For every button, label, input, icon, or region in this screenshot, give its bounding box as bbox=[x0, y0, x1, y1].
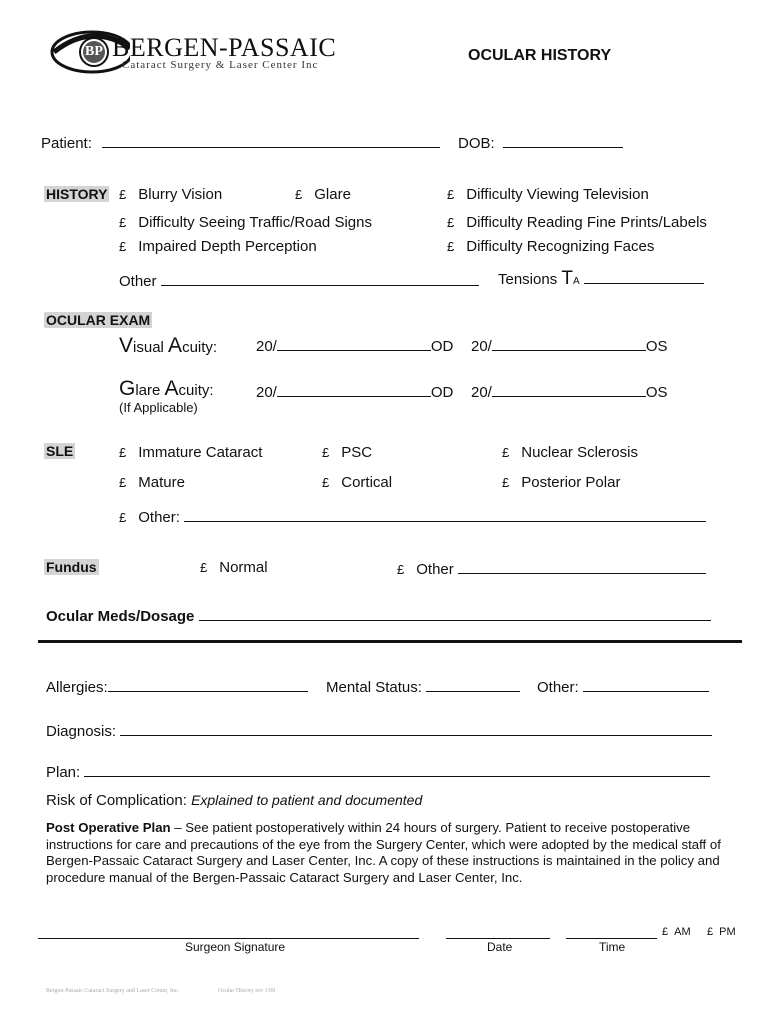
post-op-label: Post Operative Plan bbox=[46, 820, 171, 835]
sle-item-mature[interactable]: £ Mature bbox=[119, 474, 185, 491]
mental-status-label: Mental Status: bbox=[326, 679, 422, 696]
sle-item-other[interactable]: £ Other: bbox=[119, 507, 706, 526]
checkbox-icon[interactable]: £ bbox=[119, 510, 127, 525]
visual-os-label: OS bbox=[645, 338, 668, 355]
visual-acuity-label: Visual Acuity: bbox=[119, 334, 218, 357]
glare-os-field[interactable] bbox=[492, 382, 646, 397]
form-title: OCULAR HISTORY bbox=[468, 47, 612, 64]
dob-label: DOB: bbox=[458, 135, 495, 152]
history-item-glare[interactable]: £ Glare bbox=[295, 186, 351, 203]
time-label: Time bbox=[599, 940, 626, 954]
history-item-television[interactable]: £ Difficulty Viewing Television bbox=[447, 186, 649, 203]
checkbox-icon[interactable]: £ bbox=[119, 187, 127, 202]
lower-other-label: Other: bbox=[537, 679, 579, 696]
checkbox-icon[interactable]: £ bbox=[447, 215, 455, 230]
surgeon-signature-label: Surgeon Signature bbox=[185, 940, 286, 954]
logo-monogram: BP bbox=[85, 44, 103, 59]
checkbox-icon[interactable]: £ bbox=[502, 475, 510, 490]
checkbox-icon[interactable]: £ bbox=[447, 187, 455, 202]
sle-item-cortical[interactable]: £ Cortical bbox=[322, 474, 393, 491]
checkbox-icon[interactable]: £ bbox=[707, 926, 714, 938]
ocular-meds-label: Ocular Meds/Dosage bbox=[46, 608, 195, 625]
checkbox-icon[interactable]: £ bbox=[119, 445, 127, 460]
sle-item-immature-cataract[interactable]: £ Immature Cataract bbox=[119, 444, 263, 461]
visual-od-label: OD bbox=[430, 338, 454, 355]
ocular-meds-field[interactable] bbox=[199, 606, 711, 621]
mental-status-field[interactable] bbox=[426, 677, 520, 692]
am-option[interactable]: £ AM bbox=[662, 926, 691, 938]
post-op-plan bbox=[46, 820, 738, 886]
pm-option[interactable]: £ PM bbox=[707, 926, 736, 938]
allergies-field[interactable] bbox=[108, 677, 308, 692]
history-item-depth-perception[interactable]: £ Impaired Depth Perception bbox=[119, 238, 317, 255]
history-item-traffic-signs[interactable]: £ Difficulty Seeing Traffic/Road Signs bbox=[119, 214, 372, 231]
diagnosis-label: Diagnosis: bbox=[46, 723, 117, 740]
sle-item-nuclear-sclerosis[interactable]: £ Nuclear Sclerosis bbox=[502, 444, 638, 461]
sle-item-psc[interactable]: £ PSC bbox=[322, 444, 373, 461]
sle-heading: SLE bbox=[46, 443, 74, 459]
tensions-sub: A bbox=[572, 276, 580, 287]
patient-label: Patient: bbox=[41, 135, 92, 152]
footer-right: Ocular History rev 1/08 bbox=[218, 988, 276, 994]
tensions-t: T bbox=[561, 268, 573, 289]
history-item-faces[interactable]: £ Difficulty Recognizing Faces bbox=[447, 238, 655, 255]
history-other-field[interactable] bbox=[161, 271, 479, 286]
visual-os-prefix: 20/ bbox=[471, 338, 492, 355]
time-line[interactable] bbox=[566, 938, 657, 939]
logo bbox=[50, 28, 337, 78]
date-label: Date bbox=[487, 940, 513, 954]
patient-field[interactable] bbox=[102, 133, 440, 148]
risk-value: Explained to patient and documented bbox=[191, 792, 423, 808]
visual-od-prefix: 20/ bbox=[256, 338, 277, 355]
glare-os-prefix: 20/ bbox=[471, 384, 492, 401]
tensions-label: Tensions bbox=[498, 271, 558, 288]
checkbox-icon[interactable]: £ bbox=[322, 475, 330, 490]
surgeon-signature-line[interactable] bbox=[38, 938, 419, 939]
logo-name: BERGEN-PASSAIC bbox=[112, 33, 337, 62]
fundus-item-normal[interactable]: £ Normal bbox=[200, 559, 268, 576]
section-divider bbox=[38, 640, 742, 643]
lower-other-field[interactable] bbox=[583, 677, 709, 692]
checkbox-icon[interactable]: £ bbox=[662, 926, 669, 938]
glare-od-prefix: 20/ bbox=[256, 384, 277, 401]
checkbox-icon[interactable]: £ bbox=[119, 475, 127, 490]
history-other-label: Other bbox=[119, 273, 157, 290]
history-heading: HISTORY bbox=[46, 186, 108, 202]
checkbox-icon[interactable]: £ bbox=[200, 560, 208, 575]
plan-field[interactable] bbox=[84, 762, 710, 777]
glare-od-field[interactable] bbox=[277, 382, 431, 397]
visual-od-field[interactable] bbox=[277, 336, 431, 351]
glare-acuity-label: Glare Acuity: bbox=[119, 377, 214, 400]
logo-subtitle: Cataract Surgery & Laser Center Inc bbox=[122, 59, 319, 71]
history-item-fine-prints[interactable]: £ Difficulty Reading Fine Prints/Labels bbox=[447, 214, 707, 231]
plan-label: Plan: bbox=[46, 764, 81, 781]
checkbox-icon[interactable]: £ bbox=[397, 562, 405, 577]
sle-item-posterior-polar[interactable]: £ Posterior Polar bbox=[502, 474, 621, 491]
ocular-exam-heading: OCULAR EXAM bbox=[46, 312, 151, 328]
sle-other-field[interactable] bbox=[184, 507, 706, 522]
allergies-label: Allergies: bbox=[46, 679, 108, 696]
fundus-other-field[interactable] bbox=[458, 559, 706, 574]
fundus-item-other[interactable]: £ Other bbox=[397, 559, 706, 578]
checkbox-icon[interactable]: £ bbox=[447, 239, 455, 254]
fundus-heading: Fundus bbox=[46, 559, 97, 575]
diagnosis-field[interactable] bbox=[120, 721, 712, 736]
footer-left: Bergen-Passaic Cataract Surgery and Laser Center, Inc. bbox=[46, 988, 180, 994]
checkbox-icon[interactable]: £ bbox=[322, 445, 330, 460]
tensions-field[interactable] bbox=[584, 269, 704, 284]
dob-field[interactable] bbox=[503, 133, 623, 148]
checkbox-icon[interactable]: £ bbox=[295, 187, 303, 202]
post-op-text: – See patient postoperatively within 24 hours of surgery. Patient to receive postoperative instructions for care and precautions of the eye from the Surgery Center, which were adopted by the medical staff of Bergen-Passaic Cataract Surgery and Laser Center, Inc. A copy of these instructions is maintained in the policy and procedure manual of the Bergen-Passaic Cataract Surgery and Laser Center, Inc. bbox=[46, 820, 721, 885]
date-line[interactable] bbox=[446, 938, 550, 939]
history-item-blurry-vision[interactable]: £ Blurry Vision bbox=[119, 186, 223, 203]
visual-os-field[interactable] bbox=[492, 336, 646, 351]
checkbox-icon[interactable]: £ bbox=[502, 445, 510, 460]
glare-os-label: OS bbox=[645, 384, 668, 401]
if-applicable-note: (If Applicable) bbox=[119, 400, 198, 415]
glare-od-label: OD bbox=[430, 384, 454, 401]
checkbox-icon[interactable]: £ bbox=[119, 215, 127, 230]
checkbox-icon[interactable]: £ bbox=[119, 239, 127, 254]
risk-label: Risk of Complication: bbox=[46, 792, 187, 809]
